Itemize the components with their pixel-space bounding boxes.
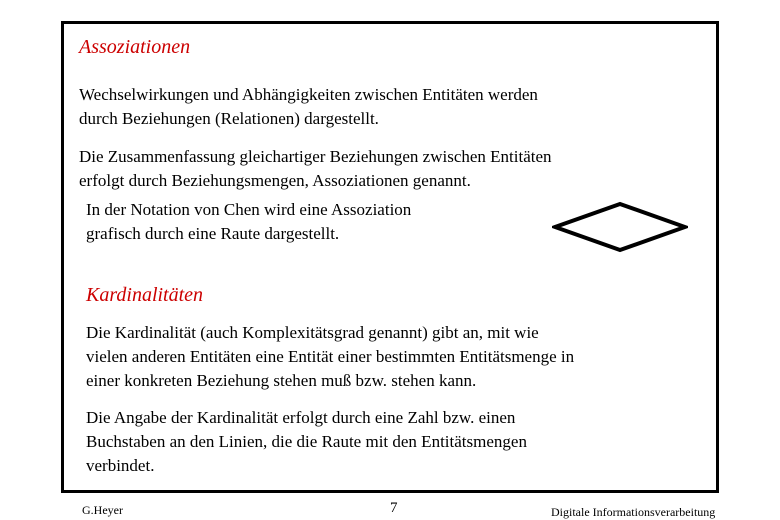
footer-course: Digitale Informationsverarbeitung — [551, 505, 716, 519]
text-line: Die Zusammenfassung gleichartiger Beziehungen zwischen Entitäten — [79, 147, 552, 166]
paragraph-chen-notation — [86, 198, 411, 246]
paragraph-beziehungen — [79, 83, 538, 131]
footer-author: G.Heyer — [82, 503, 123, 517]
text-line: grafisch durch eine Raute dargestellt. — [86, 224, 340, 243]
text-line: durch Beziehungen (Relationen) dargestellt. — [79, 109, 379, 128]
text-line: Buchstaben an den Linien, die die Raute mit den Entitätsmengen — [86, 432, 527, 451]
heading-kardinalitaeten: Kardinalitäten — [86, 284, 204, 306]
text-line: vielen anderen Entitäten eine Entität einer bestimmten Entitätsmenge in — [86, 347, 575, 366]
paragraph-beziehungsmengen — [79, 145, 552, 193]
rhombus-diagram — [552, 201, 688, 253]
text-line: einer konkreten Beziehung stehen muß bzw. stehen kann. — [86, 371, 477, 390]
page-number: 7 — [390, 500, 398, 516]
text-line: Die Kardinalität (auch Komplexitätsgrad genannt) gibt an, mit wie — [86, 323, 539, 342]
heading-assoziationen: Assoziationen — [79, 36, 191, 58]
text-line: verbindet. — [86, 456, 155, 475]
text-line: erfolgt durch Beziehungsmengen, Assoziationen genannt. — [79, 171, 471, 190]
paragraph-kardinalitaet-angabe — [86, 406, 527, 478]
text-line: Die Angabe der Kardinalität erfolgt durch eine Zahl bzw. einen — [86, 408, 516, 427]
text-line: Wechselwirkungen und Abhängigkeiten zwischen Entitäten werden — [79, 85, 538, 104]
association-rhombus — [555, 204, 685, 250]
text-line: In der Notation von Chen wird eine Assoziation — [86, 200, 412, 219]
paragraph-kardinalitaet-definition — [86, 321, 574, 393]
